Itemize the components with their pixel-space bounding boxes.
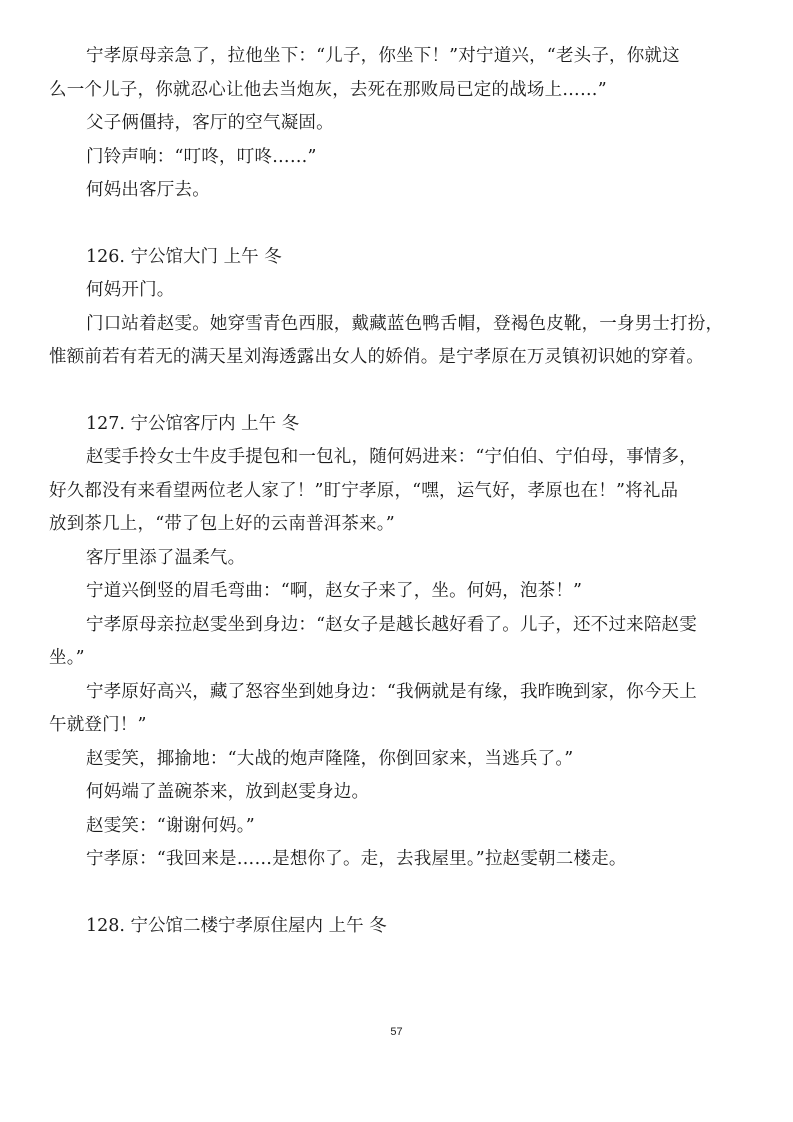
scene-127 — [49, 408, 750, 877]
script-body — [49, 40, 750, 943]
paragraph: 何妈端了盖碗茶来，放到赵雯身边。 — [86, 782, 370, 802]
paragraph: 赵雯笑，揶揄地：“大战的炮声隆隆，你倒回家来，当逃兵了。” — [86, 748, 574, 769]
paragraph-line: 宁孝原好高兴，藏了怒容坐到她身边：“我俩就是有缘，我昨晚到家，你今天上 — [86, 681, 697, 702]
paragraph: 何妈开门。 — [86, 280, 175, 300]
paragraph-line: 午就登门！” — [49, 715, 147, 735]
scene-heading: 126. 宁公馆大门 上午 冬 — [86, 246, 282, 267]
paragraph-line: 坐。” — [49, 648, 85, 668]
paragraph: 宁道兴倒竖的眉毛弯曲：“啊，赵女子来了，坐。何妈，泡茶！” — [86, 581, 583, 601]
paragraph: 父子俩僵持，客厅的空气凝固。 — [86, 113, 334, 133]
paragraph-line: 宁孝原母亲拉赵雯坐到身边：“赵女子是越长越好看了。儿子，还不过来陪赵雯 — [86, 614, 697, 635]
paragraph-line: 么一个儿子，你就忍心让他去当炮灰，去死在那败局已定的战场上……” — [49, 79, 607, 100]
paragraph: 何妈出客厅去。 — [86, 180, 210, 200]
scene-gap — [86, 208, 750, 241]
paragraph-line: 门口站着赵雯。她穿雪青色西服，戴藏蓝色鸭舌帽，登褐色皮靴，一身男士打扮， — [86, 313, 724, 334]
paragraph-line: 惟额前若有若无的满天星刘海透露出女人的娇俏。是宁孝原在万灵镇初识她的穿着。 — [49, 347, 704, 367]
paragraph-line: 宁孝原母亲急了，拉他坐下：“儿子，你坐下！”对宁道兴，“老头子，你就这 — [86, 46, 680, 66]
scene-heading: 128. 宁公馆二楼宁孝原住屋内 上午 冬 — [86, 915, 387, 936]
scene-heading: 127. 宁公馆客厅内 上午 冬 — [86, 413, 300, 434]
paragraph-line: 放到茶几上，“带了包上好的云南普洱茶来。” — [49, 514, 395, 534]
scene-125-continuation — [49, 40, 750, 208]
scene-126 — [49, 241, 750, 375]
paragraph: 宁孝原：“我回来是……是想你了。走，去我屋里。”拉赵雯朝二楼走。 — [86, 849, 627, 869]
paragraph-line: 好久都没有来看望两位老人家了！”盯宁孝原，“嘿，运气好，孝原也在！”将礼品 — [49, 480, 679, 501]
paragraph: 门铃声响：“叮咚，叮咚……” — [86, 146, 317, 167]
page-number: 57 — [390, 1026, 403, 1038]
paragraph-line: 赵雯手拎女士牛皮手提包和一包礼，随何妈进来：“宁伯伯、宁伯母，事情多， — [86, 447, 697, 467]
scene-gap — [86, 375, 750, 408]
scene-128 — [86, 910, 750, 944]
paragraph: 客厅里添了温柔气。 — [86, 547, 246, 568]
paragraph: 赵雯笑：“谢谢何妈。” — [86, 815, 255, 836]
scene-gap — [86, 877, 750, 910]
